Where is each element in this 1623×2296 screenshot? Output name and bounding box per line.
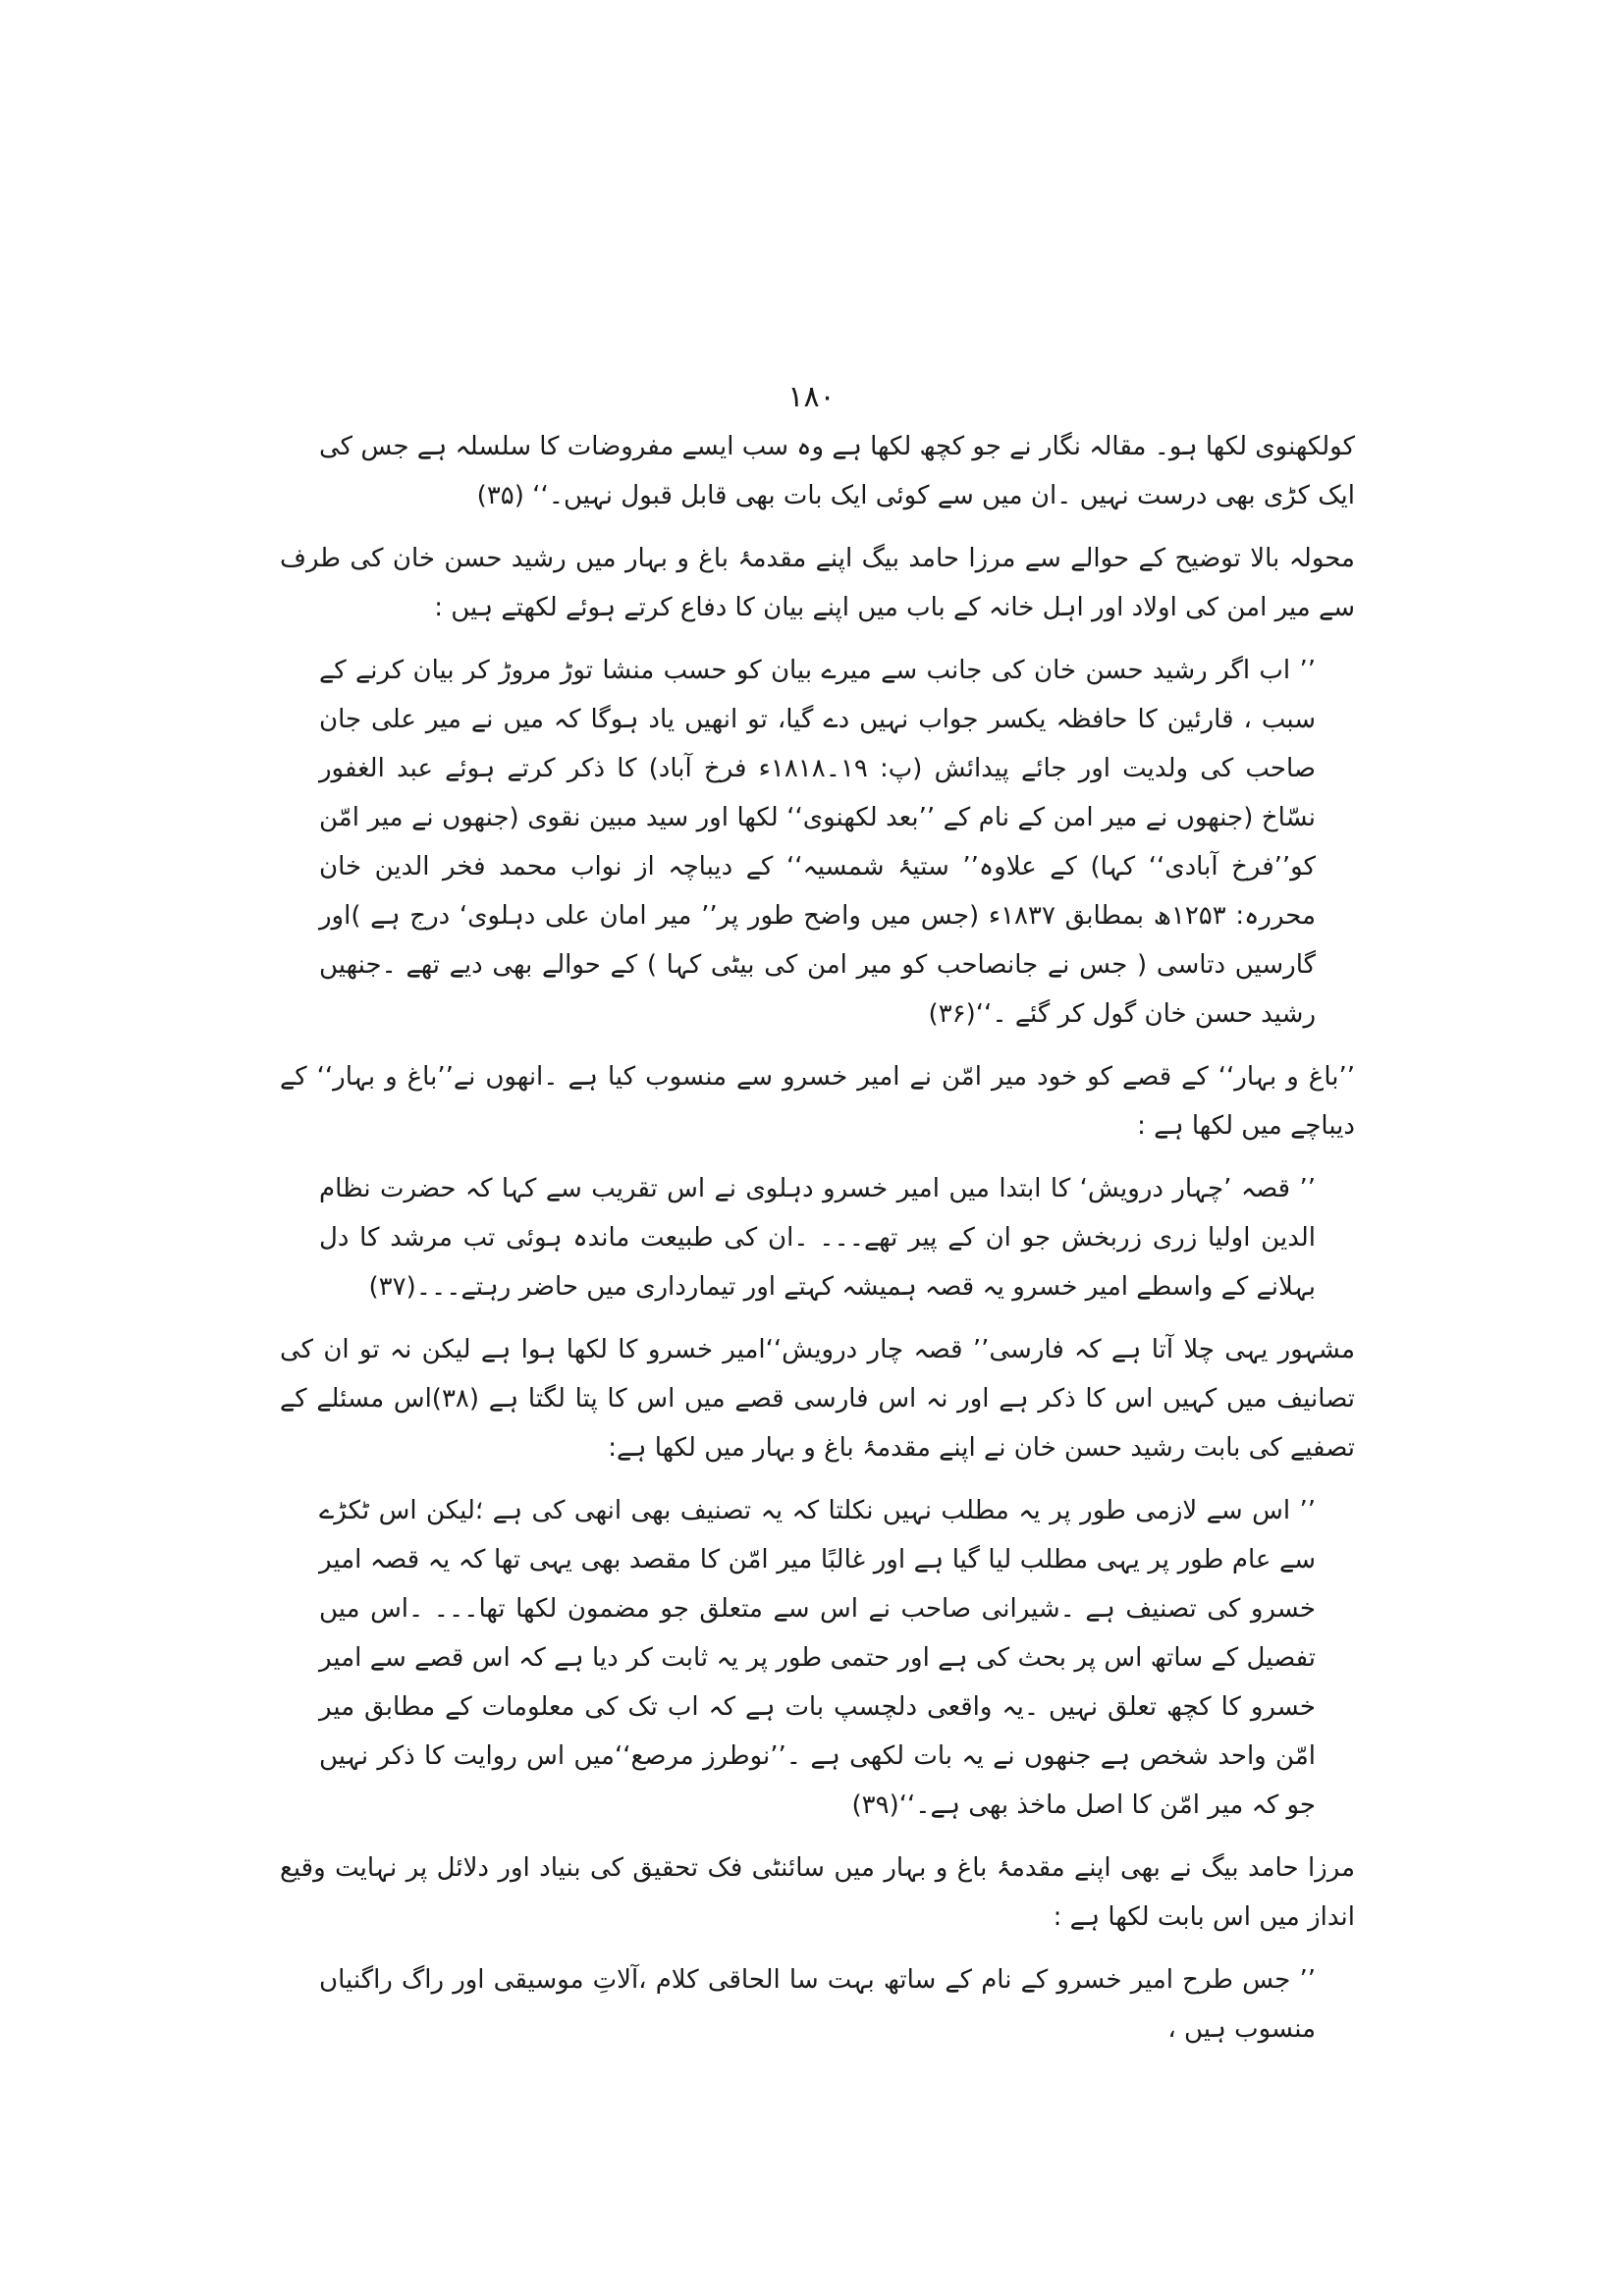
- body-paragraph: محولہ بالا توضیح کے حوالے سے مرزا حامد بیگ اپنے مقدمۂ باغ و بہار میں رشید حسن خان کی طرف سے میر امن کی اولاد اور اہل خانہ کے باب میں اپنے بیان کا دفاع کرتے ہوئے لکھتے ہیں :: [280, 544, 1355, 622]
- quote-paragraph: ’’ اب اگر رشید حسن خان کی جانب سے میرے بیان کو حسب منشا توڑ مروڑ کر بیان کرنے کے سبب ، قارئین کا حافظہ یکسر جواب نہیں دے گیا، تو انھیں یاد ہوگا کہ میں نے میر علی جان صاحب کی ولدیت اور جائے پیدائش (پ: ۱۹۔۱۸۱۸ء فرخ آباد) کا ذکر کرتے ہوئے عبد الغفور نسّاخ (جنھوں نے میر امن کے نام کے ’’بعد لکھنوی‘‘ لکھا اور سید مبین نقوی (جنھوں نے میر امّن کو’’فرخ آبادی‘‘ کہا) کے علاوہ’’ ستیۂ شمسیہ‘‘ کے دیباچہ از نواب محمد فخر الدین خان محررہ: ۱۲۵۳ھ بمطابق ۱۸۳۷ء (جس میں واضح طور پر’’ میر امان علی دہلوی‘ درج ہے )اور گارسیں دتاسی ( جس نے جانصاحب کو میر امن کی بیٹی کہا ) کے حوالے بھی دیے تھے ۔جنھیں رشید حسن خان گول کر گئے ۔‘‘(۳۶): [319, 656, 1316, 1029]
- quote-paragraph: ’’ جس طرح امیر خسرو کے نام کے ساتھ بہت سا الحاقی کلام ،آلاتِ موسیقی اور راگ راگنیاں منسوب ہیں ،: [319, 1965, 1316, 2044]
- quote-paragraph: ’’ اس سے لازمی طور پر یہ مطلب نہیں نکلتا کہ یہ تصنیف بھی انھی کی ہے ؛لیکن اس ٹکڑے سے عام طور پر یہی مطلب لیا گیا ہے اور غالبًا میر امّن کا مقصد بھی یہی تھا کہ یہ قصہ امیر خسرو کی تصنیف ہے ۔شیرانی صاحب نے اس سے متعلق جو مضمون لکھا تھا۔۔۔ ۔اس میں تفصیل کے ساتھ اس پر بحث کی ہے اور حتمی طور پر یہ ثابت کر دیا ہے کہ اس قصے سے امیر خسرو کا کچھ تعلق نہیں ۔یہ واقعی دلچسپ بات ہے کہ اب تک کی معلومات کے مطابق میر امّن واحد شخص ہے جنھوں نے یہ بات لکھی ہے ۔’’نوطرز مرصع‘‘میں اس روایت کا ذکر نہیں جو کہ میر امّن کا اصل ماخذ بھی ہے۔‘‘(۳۹): [319, 1496, 1316, 1820]
- body-paragraph: مرزا حامد بیگ نے بھی اپنے مقدمۂ باغ و بہار میں سائنٹی فک تحقیق کی بنیاد اور دلائل پر نہایت وقیع انداز میں اس بابت لکھا ہے :: [280, 1853, 1355, 1932]
- quote-paragraph: ’’ قصہ ’چہار درویش‘ کا ابتدا میں امیر خسرو دہلوی نے اس تقریب سے کہا کہ حضرت نظام الدین اولیا زری زربخش جو ان کے پیر تھے۔۔۔ ۔ان کی طبیعت ماندہ ہوئی تب مرشد کا دل بہلانے کے واسطے امیر خسرو یہ قصہ ہمیشہ کہتے اور تیمارداری میں حاضر رہتے۔۔۔(۳۷): [319, 1174, 1316, 1302]
- page-body: [280, 422, 1355, 2067]
- body-paragraph: مشہور یہی چلا آتا ہے کہ فارسی’’ قصہ چار درویش‘‘امیر خسرو کا لکھا ہوا ہے لیکن نہ تو ان کی تصانیف میں کہیں اس کا ذکر ہے اور نہ اس فارسی قصے میں اس کا پتا لگتا ہے (۳۸)اس مسئلے کے تصفیے کی بابت رشید حسن خان نے اپنے مقدمۂ باغ و بہار میں لکھا ہے:: [280, 1335, 1355, 1463]
- page-number: ۱۸۰: [787, 380, 836, 414]
- body-paragraph: ’’باغ و بہار‘‘ کے قصے کو خود میر امّن نے امیر خسرو سے منسوب کیا ہے ۔انھوں نے’’باغ و بہار‘‘ کے دیباچے میں لکھا ہے :: [280, 1062, 1355, 1141]
- quote-paragraph: کولکھنوی لکھا ہو۔ مقالہ نگار نے جو کچھ لکھا ہے وہ سب ایسے مفروضات کا سلسلہ ہے جس کی ایک کڑی بھی درست نہیں ۔ان میں سے کوئی ایک بات بھی قابل قبول نہیں۔‘‘ (۳۵): [319, 432, 1355, 510]
